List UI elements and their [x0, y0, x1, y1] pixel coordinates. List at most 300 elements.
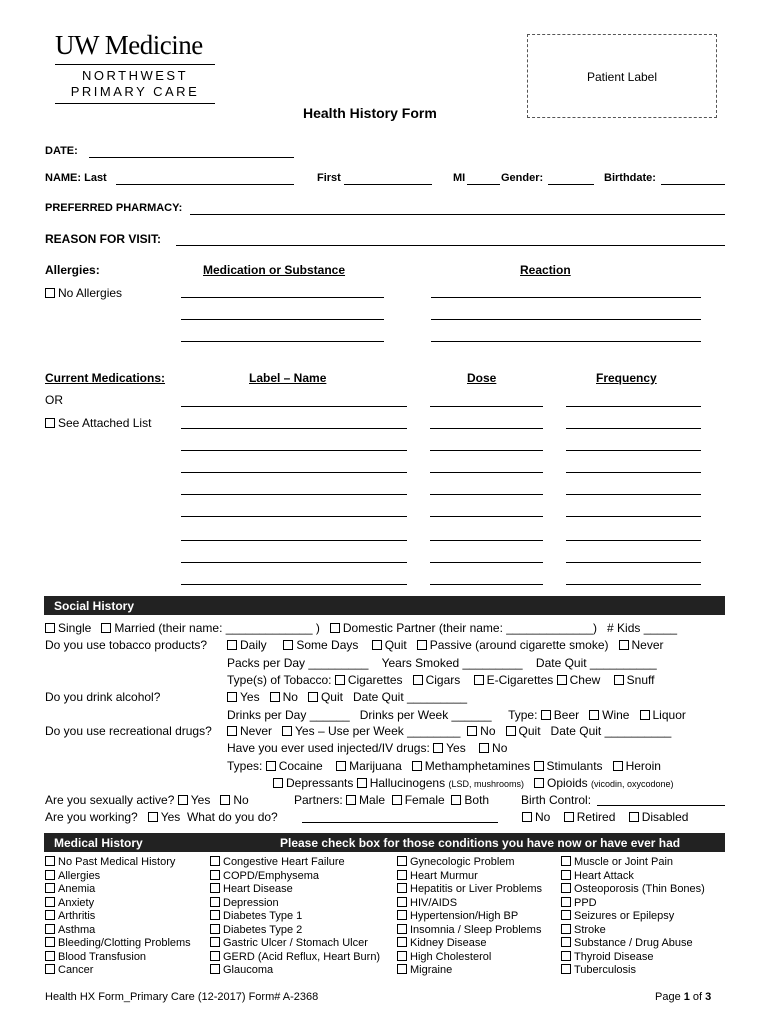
injected-no-option[interactable]: No — [492, 741, 508, 755]
medical-condition-item[interactable] — [45, 964, 191, 978]
medical-column-1 — [45, 856, 191, 978]
checkbox-icon[interactable] — [372, 640, 382, 650]
logo-divider — [55, 64, 215, 65]
checkbox-icon[interactable] — [397, 910, 407, 920]
medical-condition-item[interactable] — [45, 951, 191, 965]
checkbox-icon[interactable] — [283, 640, 293, 650]
medical-condition-item[interactable] — [45, 897, 191, 911]
checkbox-icon[interactable] — [45, 964, 55, 974]
tobacco-date-quit-field[interactable]: Date Quit __________ — [535, 656, 657, 670]
medication-entry-line[interactable] — [430, 584, 543, 585]
checkbox-icon[interactable] — [534, 761, 544, 771]
alcohol-question: Do you drink alcohol? — [45, 690, 161, 704]
checkbox-icon[interactable] — [45, 418, 55, 428]
pharmacy-label: PREFERRED PHARMACY: — [45, 202, 183, 214]
hallucinogens-note: (LSD, mushrooms) — [448, 779, 524, 789]
checkbox-icon[interactable] — [227, 726, 237, 736]
med-frequency-header: Frequency — [596, 371, 657, 385]
page-number — [655, 991, 711, 1003]
checkbox-icon[interactable] — [413, 675, 423, 685]
medication-entry-line[interactable] — [430, 428, 543, 429]
checkbox-icon[interactable] — [178, 795, 188, 805]
checkbox-icon[interactable] — [561, 964, 571, 974]
medical-condition-label: Glaucoma — [223, 964, 274, 976]
kids-field[interactable]: # Kids _____ — [607, 621, 678, 635]
mi-label: MI — [453, 172, 466, 184]
medical-condition-item[interactable] — [397, 897, 542, 911]
medical-condition-label: Heart Murmur — [410, 869, 478, 882]
page-current: 1 — [683, 991, 690, 1003]
both-option[interactable]: Both — [464, 793, 490, 807]
tobacco-quit-option[interactable]: Quit — [384, 638, 407, 652]
medical-condition-item[interactable] — [210, 910, 380, 924]
medical-condition-item[interactable] — [210, 870, 380, 884]
occupation-label: What do you do? — [186, 810, 278, 824]
checkbox-icon[interactable] — [220, 795, 230, 805]
checkbox-icon[interactable] — [397, 870, 407, 880]
medical-condition-item[interactable] — [45, 883, 191, 897]
checkbox-icon[interactable] — [561, 883, 571, 893]
medical-condition-item[interactable] — [210, 897, 380, 911]
wine-option[interactable]: Wine — [602, 708, 630, 722]
medication-entry-line[interactable] — [181, 428, 407, 429]
stimulants-option[interactable]: Stimulants — [546, 759, 603, 773]
medication-entry-line[interactable] — [181, 584, 407, 585]
checkbox-icon[interactable] — [210, 883, 220, 893]
checkbox-icon[interactable] — [397, 856, 407, 866]
checkbox-icon[interactable] — [506, 726, 516, 736]
checkbox-icon[interactable] — [45, 856, 55, 866]
medical-column-4 — [561, 856, 705, 978]
medical-condition-item[interactable] — [561, 870, 705, 884]
name-last-label: NAME: Last — [45, 172, 107, 184]
medication-entry-line[interactable] — [566, 406, 701, 407]
liquor-option[interactable]: Liquor — [652, 708, 686, 722]
medical-condition-item[interactable] — [210, 951, 380, 965]
hallucinogens-option[interactable]: Hallucinogens — [369, 776, 446, 790]
checkbox-icon[interactable] — [561, 924, 571, 934]
see-attached-text: See Attached List — [58, 416, 152, 430]
years-smoked-field[interactable]: Years Smoked _________ — [381, 656, 523, 670]
drugs-yes-option[interactable]: Yes – Use per Week ________ — [295, 724, 461, 738]
beer-option[interactable]: Beer — [553, 708, 580, 722]
medical-history-bar — [44, 833, 725, 852]
no-allergies-text: No Allergies — [58, 286, 123, 300]
page-of: of — [689, 991, 706, 1003]
injected-question: Have you ever used injected/IV drugs: — [227, 741, 430, 755]
domestic-partner-option[interactable]: Domestic Partner (their name: _____________) — [342, 621, 598, 635]
logo-sub2: PRIMARY CARE — [70, 84, 200, 99]
medical-condition-label: Cancer — [58, 964, 94, 976]
medical-condition-label: High Cholesterol — [410, 950, 492, 963]
heroin-option[interactable]: Heroin — [625, 759, 661, 773]
medical-condition-item[interactable] — [397, 951, 542, 965]
allergy-reaction-line[interactable] — [431, 297, 701, 298]
checkbox-icon[interactable] — [227, 640, 237, 650]
single-option[interactable]: Single — [58, 621, 92, 635]
tobacco-question: Do you use tobacco products? — [45, 638, 208, 652]
alcohol-no-option[interactable]: No — [282, 690, 298, 704]
cigars-option[interactable]: Cigars — [425, 673, 461, 687]
checkbox-icon[interactable] — [45, 623, 55, 633]
checkbox-icon[interactable] — [210, 951, 220, 961]
social-history-header: Social History — [54, 599, 135, 613]
medical-condition-label: Kidney Disease — [410, 937, 487, 949]
packs-per-day-field[interactable]: Packs per Day _________ — [227, 656, 369, 670]
drugs-quit-option[interactable]: Quit — [518, 724, 541, 738]
medical-condition-label: Seizures or Epilepsy — [574, 910, 675, 922]
allergy-med-line[interactable] — [181, 319, 384, 320]
medical-condition-label: Arthritis — [58, 910, 96, 922]
allergy-reaction-line[interactable] — [431, 341, 701, 342]
medical-condition-item[interactable] — [210, 924, 380, 938]
gender-field[interactable] — [548, 184, 594, 185]
medication-entry-line[interactable] — [566, 450, 701, 451]
medical-condition-item[interactable] — [397, 964, 542, 978]
medical-condition-item[interactable] — [561, 856, 705, 870]
chew-option[interactable]: Chew — [569, 673, 601, 687]
medical-condition-item[interactable] — [561, 951, 705, 965]
passive-option[interactable]: Passive (around cigarette smoke) — [429, 638, 609, 652]
medical-history-instruction: Please check box for those conditions you have now or have ever had — [280, 836, 681, 850]
checkbox-icon[interactable] — [210, 910, 220, 920]
checkbox-icon[interactable] — [561, 937, 571, 947]
checkbox-icon[interactable] — [561, 951, 571, 961]
medication-entry-line[interactable] — [566, 428, 701, 429]
first-name-label: First — [317, 172, 341, 184]
medical-condition-label: Osteoporosis (Thin Bones) — [574, 883, 705, 895]
checkbox-icon[interactable] — [564, 812, 574, 822]
checkbox-icon[interactable] — [45, 951, 55, 961]
allergy-med-line[interactable] — [181, 297, 384, 298]
cigarettes-option[interactable]: Cigarettes — [347, 673, 403, 687]
medication-entry-line[interactable] — [430, 516, 543, 517]
checkbox-icon[interactable] — [335, 675, 345, 685]
checkbox-icon[interactable] — [534, 778, 544, 788]
medication-entry-line[interactable] — [566, 494, 701, 495]
medication-entry-line[interactable] — [181, 450, 407, 451]
depressants-option[interactable]: Depressants — [286, 776, 354, 790]
some-days-option[interactable]: Some Days — [296, 638, 359, 652]
medical-condition-label: Heart Attack — [574, 869, 634, 882]
checkbox-icon[interactable] — [266, 761, 276, 771]
medical-condition-item[interactable] — [397, 924, 542, 938]
medical-condition-label: Muscle or Joint Pain — [574, 856, 674, 868]
male-option[interactable]: Male — [359, 793, 386, 807]
medical-condition-label: Bleeding/Clotting Problems — [58, 937, 191, 949]
reason-label: REASON FOR VISIT: — [45, 232, 162, 246]
work-no-option[interactable]: No — [535, 810, 551, 824]
drugs-date-quit-field[interactable]: Date Quit __________ — [550, 724, 672, 738]
checkbox-icon[interactable] — [479, 743, 489, 753]
occupation-field[interactable] — [302, 822, 498, 823]
medication-entry-line[interactable] — [181, 562, 407, 563]
drinks-per-week-field[interactable]: Drinks per Week ______ — [359, 708, 492, 722]
checkbox-icon[interactable] — [433, 743, 443, 753]
medical-condition-item[interactable] — [45, 910, 191, 924]
medical-condition-item[interactable] — [45, 937, 191, 951]
birthdate-field[interactable] — [661, 184, 725, 185]
drug-types-row-2 — [273, 776, 674, 790]
medication-entry-line[interactable] — [566, 472, 701, 473]
checkbox-icon[interactable] — [522, 812, 532, 822]
medications-label: Current Medications: — [45, 371, 166, 385]
medication-entry-line[interactable] — [181, 516, 407, 517]
drugs-never-option[interactable]: Never — [240, 724, 273, 738]
brand-logo: UW Medicine — [55, 30, 203, 60]
checkbox-icon[interactable] — [45, 910, 55, 920]
medical-condition-label: Stroke — [574, 923, 606, 936]
tobacco-amounts — [227, 656, 657, 670]
medical-condition-label: COPD/Emphysema — [223, 869, 319, 882]
checkbox-icon[interactable] — [397, 883, 407, 893]
reason-field[interactable] — [176, 245, 725, 246]
medical-condition-label: Congestive Heart Failure — [223, 856, 345, 868]
alcohol-type-label: Type: — [508, 708, 538, 722]
medication-entry-line[interactable] — [430, 450, 543, 451]
checkbox-icon[interactable] — [45, 288, 55, 298]
medical-condition-label: Gynecologic Problem — [410, 856, 515, 868]
medication-entry-line[interactable] — [430, 494, 543, 495]
drug-types-label: Types: — [227, 759, 263, 773]
medical-condition-item[interactable] — [397, 937, 542, 951]
medication-entry-line[interactable] — [430, 472, 543, 473]
gender-label: Gender: — [501, 172, 544, 184]
partners-label: Partners: — [294, 793, 343, 807]
medical-condition-label: No Past Medical History — [58, 856, 176, 868]
medical-condition-item[interactable] — [561, 883, 705, 897]
daily-option[interactable]: Daily — [240, 638, 267, 652]
see-attached-option[interactable] — [45, 416, 151, 430]
checkbox-icon[interactable] — [210, 897, 220, 907]
checkbox-icon[interactable] — [148, 812, 158, 822]
logo-sub1: NORTHWEST — [81, 68, 189, 83]
pharmacy-field[interactable] — [190, 214, 725, 215]
checkbox-icon[interactable] — [330, 623, 340, 633]
medical-condition-label: PPD — [574, 896, 597, 909]
medical-condition-label: Depression — [223, 896, 279, 909]
checkbox-icon[interactable] — [101, 623, 111, 633]
medical-condition-item[interactable] — [397, 883, 542, 897]
medical-condition-item[interactable] — [45, 856, 191, 870]
medical-condition-label: Heart Disease — [223, 883, 293, 895]
allergy-reaction-header: Reaction — [520, 263, 571, 277]
checkbox-icon[interactable] — [640, 710, 650, 720]
drinks-per-day-field[interactable]: Drinks per Day ______ — [227, 708, 350, 722]
patient-label-box — [527, 34, 717, 118]
checkbox-icon[interactable] — [357, 778, 367, 788]
medical-condition-label: Allergies — [58, 869, 101, 882]
medical-condition-item[interactable] — [561, 910, 705, 924]
medical-condition-label: HIV/AIDS — [410, 896, 458, 909]
medical-condition-item[interactable] — [45, 870, 191, 884]
medical-condition-label: Asthma — [58, 923, 96, 936]
checkbox-icon[interactable] — [589, 710, 599, 720]
medical-condition-label: Blood Transfusion — [58, 950, 147, 963]
checkbox-icon[interactable] — [397, 964, 407, 974]
medication-entry-line[interactable] — [181, 540, 407, 541]
checkbox-icon[interactable] — [227, 692, 237, 702]
checkbox-icon[interactable] — [412, 761, 422, 771]
checkbox-icon[interactable] — [561, 870, 571, 880]
working-question: Are you working? — [45, 810, 138, 824]
alcohol-yes-option[interactable]: Yes — [240, 690, 260, 704]
tobacco-never-option[interactable]: Never — [631, 638, 664, 652]
medical-condition-item[interactable] — [210, 937, 380, 951]
opioids-option[interactable]: Opioids — [546, 776, 588, 790]
married-option[interactable]: Married (their name: _____________ ) — [114, 621, 320, 635]
first-name-field[interactable] — [344, 184, 432, 185]
medication-entry-line[interactable] — [181, 472, 407, 473]
sex-yes-option[interactable]: Yes — [190, 793, 211, 807]
tobacco-types — [227, 673, 654, 687]
disabled-option[interactable]: Disabled — [641, 810, 689, 824]
medication-entry-line[interactable] — [181, 494, 407, 495]
checkbox-icon[interactable] — [270, 692, 280, 702]
checkbox-icon[interactable] — [629, 812, 639, 822]
injected-row — [227, 741, 507, 755]
medical-condition-item[interactable] — [561, 964, 705, 978]
page-title: Health History Form — [303, 105, 437, 121]
last-name-field[interactable] — [116, 184, 294, 185]
checkbox-icon[interactable] — [397, 924, 407, 934]
alcohol-quit-option[interactable]: Quit — [320, 690, 343, 704]
medication-entry-line[interactable] — [566, 562, 701, 563]
medication-entry-line[interactable] — [430, 406, 543, 407]
medical-condition-item[interactable] — [210, 856, 380, 870]
checkbox-icon[interactable] — [45, 937, 55, 947]
med-name-header: Label – Name — [249, 371, 327, 385]
medical-condition-item[interactable] — [397, 856, 542, 870]
mi-field[interactable] — [467, 184, 500, 185]
allergy-reaction-line[interactable] — [431, 319, 701, 320]
alcohol-options — [227, 690, 467, 704]
alcohol-date-quit-field[interactable]: Date Quit _________ — [352, 690, 468, 704]
drug-types-row — [227, 759, 661, 773]
no-allergies-option[interactable] — [45, 286, 122, 300]
medical-condition-item[interactable] — [397, 910, 542, 924]
date-field[interactable] — [89, 157, 294, 158]
page-prefix: Page — [655, 991, 684, 1003]
checkbox-icon[interactable] — [561, 910, 571, 920]
checkbox-icon[interactable] — [561, 897, 571, 907]
medical-condition-item[interactable] — [561, 897, 705, 911]
checkbox-icon[interactable] — [557, 675, 567, 685]
allergies-label: Allergies: — [45, 263, 100, 277]
patient-label: Patient Label — [586, 70, 658, 84]
medical-column-3 — [397, 856, 542, 978]
checkbox-icon[interactable] — [336, 761, 346, 771]
checkbox-icon[interactable] — [541, 710, 551, 720]
medication-entry-line[interactable] — [430, 562, 543, 563]
date-label: DATE: — [45, 145, 78, 157]
checkbox-icon[interactable] — [613, 761, 623, 771]
medication-entry-line[interactable] — [566, 540, 701, 541]
checkbox-icon[interactable] — [392, 795, 402, 805]
medical-history-header: Medical History — [54, 836, 143, 850]
marijuana-option[interactable]: Marijuana — [349, 759, 402, 773]
checkbox-icon[interactable] — [210, 937, 220, 947]
injected-yes-option[interactable]: Yes — [446, 741, 466, 755]
working-row — [45, 810, 278, 824]
medical-condition-item[interactable] — [561, 924, 705, 938]
sexual-active-question: Are you sexually active? — [45, 793, 175, 807]
sex-no-option[interactable]: No — [233, 793, 249, 807]
medical-condition-label: Hepatitis or Liver Problems — [410, 883, 543, 895]
retired-option[interactable]: Retired — [576, 810, 616, 824]
logo-divider-bottom — [55, 103, 215, 104]
checkbox-icon[interactable] — [451, 795, 461, 805]
birth-control-label: Birth Control: — [521, 793, 592, 807]
drugs-question: Do you use recreational drugs? — [45, 724, 212, 738]
checkbox-icon[interactable] — [308, 692, 318, 702]
checkbox-icon[interactable] — [467, 726, 477, 736]
checkbox-icon[interactable] — [474, 675, 484, 685]
birthdate-label: Birthdate: — [604, 172, 656, 184]
work-status-row — [522, 810, 688, 824]
meth-option[interactable]: Methamphetamines — [424, 759, 531, 773]
cocaine-option[interactable]: Cocaine — [278, 759, 323, 773]
medical-condition-label: Gastric Ulcer / Stomach Ulcer — [223, 937, 368, 949]
checkbox-icon[interactable] — [45, 883, 55, 893]
ecig-option[interactable]: E-Cigarettes — [486, 673, 554, 687]
medical-condition-item[interactable] — [561, 937, 705, 951]
checkbox-icon[interactable] — [282, 726, 292, 736]
medication-entry-line[interactable] — [430, 540, 543, 541]
medical-condition-item[interactable] — [45, 924, 191, 938]
snuff-option[interactable]: Snuff — [626, 673, 655, 687]
checkbox-icon[interactable] — [397, 951, 407, 961]
female-option[interactable]: Female — [404, 793, 445, 807]
checkbox-icon[interactable] — [561, 856, 571, 866]
medical-condition-item[interactable] — [210, 964, 380, 978]
work-yes-option[interactable]: Yes — [160, 810, 181, 824]
checkbox-icon[interactable] — [397, 897, 407, 907]
checkbox-icon[interactable] — [346, 795, 356, 805]
checkbox-icon[interactable] — [45, 897, 55, 907]
checkbox-icon[interactable] — [417, 640, 427, 650]
tobacco-types-label: Type(s) of Tobacco: — [227, 673, 332, 687]
sexual-row — [45, 793, 249, 807]
medical-condition-label: Tuberculosis — [574, 964, 636, 976]
checkbox-icon[interactable] — [619, 640, 629, 650]
opioids-note: (vicodin, oxycodone) — [591, 779, 674, 789]
allergy-med-line[interactable] — [181, 341, 384, 342]
checkbox-icon[interactable] — [45, 870, 55, 880]
checkbox-icon[interactable] — [210, 964, 220, 974]
checkbox-icon[interactable] — [45, 924, 55, 934]
medical-condition-item[interactable] — [210, 883, 380, 897]
checkbox-icon[interactable] — [397, 937, 407, 947]
checkbox-icon[interactable] — [210, 870, 220, 880]
checkbox-icon[interactable] — [614, 675, 624, 685]
medication-entry-line[interactable] — [566, 584, 701, 585]
medical-condition-item[interactable] — [397, 870, 542, 884]
or-text: OR — [45, 393, 63, 407]
allergy-med-header: Medication or Substance — [203, 263, 346, 277]
birth-control-field[interactable] — [597, 805, 725, 806]
form-id: Health HX Form_Primary Care (12-2017) Form# A-2368 — [45, 991, 319, 1003]
medical-condition-label: Diabetes Type 1 — [223, 910, 303, 922]
medication-entry-line[interactable] — [181, 406, 407, 407]
checkbox-icon[interactable] — [210, 856, 220, 866]
medication-entry-line[interactable] — [566, 516, 701, 517]
checkbox-icon[interactable] — [210, 924, 220, 934]
med-dose-header: Dose — [467, 371, 497, 385]
medical-condition-label: GERD (Acid Reflux, Heart Burn) — [223, 950, 381, 963]
drugs-no-option[interactable]: No — [480, 724, 496, 738]
checkbox-icon[interactable] — [273, 778, 283, 788]
